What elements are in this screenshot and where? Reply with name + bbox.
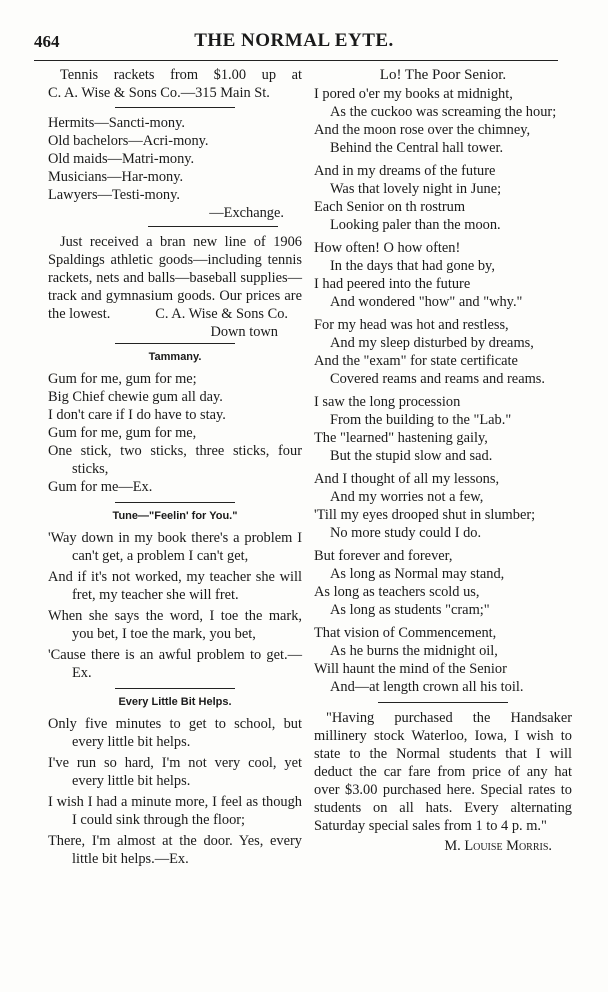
verse-line: But forever and forever,: [314, 548, 453, 564]
page-number: 464: [34, 32, 60, 51]
verse-line: One stick, two sticks, three sticks, four sticks,: [48, 443, 302, 477]
spaldings-ad: [48, 233, 302, 341]
monies-list: [48, 114, 302, 222]
feelin-piece: [48, 507, 302, 682]
stanza: [314, 162, 572, 234]
verse-line: Each Senior on th rostrum: [314, 199, 466, 215]
list-item: Old maids—Matri-mony.: [48, 151, 195, 167]
verse-line: As long as students "cram;": [330, 602, 490, 618]
verse-line: As he burns the midnight oil,: [330, 643, 498, 659]
piece-title: Tune—"Feelin' for You.": [112, 510, 238, 522]
verse-line: 'Way down in my book there's a problem I can't get, a problem I can't get,: [48, 530, 302, 564]
header-rule: [34, 60, 558, 61]
verse-line: Only five minutes to get to school, but every little bit helps.: [48, 716, 302, 750]
verse-line: 'Cause there is an awful problem to get.—Ex.: [48, 647, 302, 681]
page-header: [34, 30, 554, 56]
verse-line: Gum for me, gum for me,: [48, 425, 197, 441]
stanza: [314, 316, 572, 388]
ad-location: Down town: [210, 324, 278, 340]
verse-line: As long as teachers scold us,: [314, 584, 480, 600]
verse-line: Big Chief chewie gum all day.: [48, 389, 223, 405]
verse-line: Looking paler than the moon.: [330, 217, 501, 233]
poem-body: [314, 85, 572, 696]
stanza: [314, 470, 572, 542]
stanza: [314, 239, 572, 311]
verse-line: And wondered "how" and "why.": [330, 294, 523, 310]
source-credit: —Exchange.: [209, 205, 284, 221]
verse-line: That vision of Commencement,: [314, 625, 497, 641]
journal-title: THE NORMAL EYTE.: [194, 30, 394, 51]
ad-line: Tennis rackets from $1.00 up at: [60, 67, 302, 83]
poem-title: Lo! The Poor Senior.: [379, 67, 507, 83]
ad-text: Just received a bran new line of 1906 Spaldings athletic goods—including tennis rackets, nets and balls—baseball supplies—track and gymnasium goods. Our prices are the lowest.: [48, 234, 302, 322]
verse-line: As the cuckoo was screaming the hour;: [330, 104, 557, 120]
divider: [115, 502, 235, 503]
ad-text: "Having purchased the Handsaker millinery stock Waterloo, Iowa, I wish to state to the Normal students that I will deduct the car fare from price of any hat over $3.00 purchased here. Special rates to students on all hats. Every alternating Saturday special sales from 1 to 4 p. m.": [314, 710, 572, 834]
piece-title: Every Little Bit Helps.: [118, 696, 232, 708]
verse-line: In the days that had gone by,: [330, 258, 495, 274]
verse-line: I don't care if I do have to stay.: [48, 407, 226, 423]
verse-line: And in my dreams of the future: [314, 163, 496, 179]
verse-line: No more study could I do.: [330, 525, 482, 541]
divider: [115, 688, 235, 689]
left-column: [48, 66, 302, 871]
verse-line: And the moon rose over the chimney,: [314, 122, 531, 138]
verse-line: But the stupid slow and sad.: [330, 448, 493, 464]
verse-line: Behind the Central hall tower.: [330, 140, 504, 156]
verse-line: And the "exam" for state certificate: [314, 353, 518, 369]
divider: [115, 343, 235, 344]
verse-line: Will haunt the mind of the Senior: [314, 661, 507, 677]
right-column: [314, 66, 572, 855]
divider: [115, 107, 235, 108]
verse-line: From the building to the "Lab.": [330, 412, 512, 428]
verse-line: I saw the long procession: [314, 394, 461, 410]
list-item: Hermits—Sancti-mony.: [48, 115, 185, 131]
divider: [378, 702, 508, 703]
verse-line: There, I'm almost at the door. Yes, every little bit helps.—Ex.: [48, 833, 302, 867]
verse-line: I had peered into the future: [314, 276, 471, 292]
verse-line: I wish I had a minute more, I feel as though I could sink through the floor;: [48, 794, 302, 828]
stanza: [314, 393, 572, 465]
little-bit-piece: [48, 693, 302, 868]
stanza: [314, 624, 572, 696]
verse-line: When she says the word, I toe the mark, you bet, I toe the mark, you bet,: [48, 608, 302, 642]
verse-line: For my head was hot and restless,: [314, 317, 509, 333]
verse-line: And I thought of all my lessons,: [314, 471, 500, 487]
list-item: Musicians—Har-mony.: [48, 169, 184, 185]
verse-line: And if it's not worked, my teacher she will fret, my teacher she will fret.: [48, 569, 302, 603]
list-item: Old bachelors—Acri-mony.: [48, 133, 209, 149]
verse-line: Covered reams and reams and reams.: [330, 371, 545, 387]
hats-ad: [314, 709, 572, 855]
divider: [148, 226, 278, 227]
verse-line: Gum for me—Ex.: [48, 479, 153, 495]
verse-line: Was that lovely night in June;: [330, 181, 502, 197]
tennis-ad: [48, 66, 302, 102]
list-item: Lawyers—Testi-mony.: [48, 187, 180, 203]
verse-line: And my sleep disturbed by dreams,: [330, 335, 534, 351]
stanza: [314, 85, 572, 157]
verse-line: And my worries not a few,: [330, 489, 484, 505]
ad-signature: C. A. Wise & Sons Co.: [155, 306, 288, 322]
ad-signature: M. Louise Morris.: [444, 838, 552, 854]
verse-line: The "learned" hastening gaily,: [314, 430, 488, 446]
verse-line: I pored o'er my books at midnight,: [314, 86, 513, 102]
ad-line: C. A. Wise & Sons Co.—315 Main St.: [48, 85, 270, 101]
verse-line: I've run so hard, I'm not very cool, yet every little bit helps.: [48, 755, 302, 789]
stanza: [314, 547, 572, 619]
verse-line: And—at length crown all his toil.: [330, 679, 524, 695]
verse-line: How often! O how often!: [314, 240, 461, 256]
tammany-piece: [48, 348, 302, 496]
verse-line: 'Till my eyes drooped shut in slumber;: [314, 507, 536, 523]
piece-title: Tammany.: [148, 351, 202, 363]
verse-line: Gum for me, gum for me;: [48, 371, 197, 387]
verse-line: As long as Normal may stand,: [330, 566, 505, 582]
